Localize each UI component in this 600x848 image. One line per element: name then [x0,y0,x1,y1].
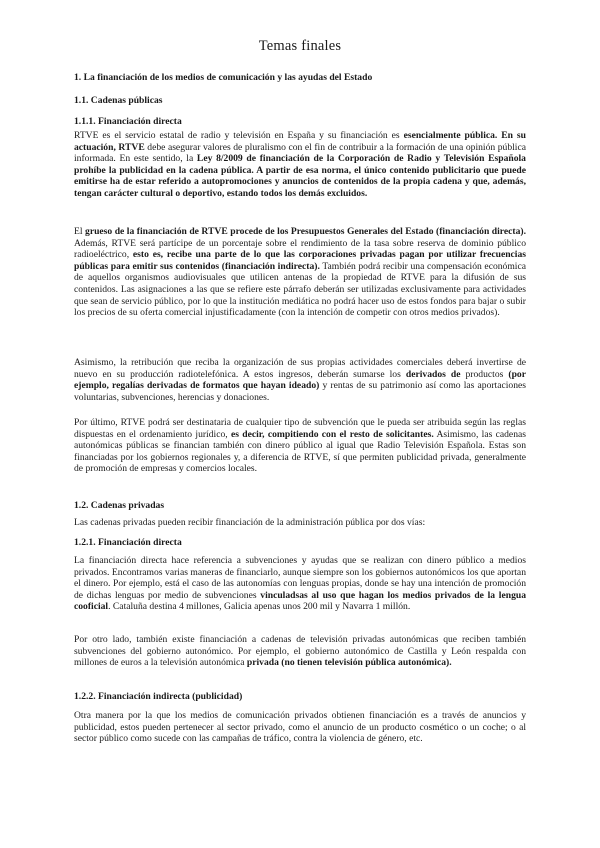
heading-section-1-1: 1.1. Cadenas públicas [74,95,163,106]
paragraph-rtve-intro: RTVE es el servicio estatal de radio y televisión en España y su financiación es esencialmente pública. En su actuación, RTVE debe asegurar valores de pluralismo con el fin de contribuir a la formación de una opinión pública informada. En este sentido, la Ley 8/2009 de financiación de la Corporación de Radio y Televisión Española prohíbe la publicidad en la cadena pública. A partir de esa norma, el único contenido publicitario que puede emitirse ha de estar referido a autopromociones y anuncios de contenidos de la propia cadena y que, además, tengan carácter cultural o deportivo, estando todos los demás excluidos. [74,130,526,199]
paragraph-autonomous-private: Por otro lado, también existe financiación a cadenas de televisión privadas autonómicas que reciben también subvenciones del gobierno autonómico. Por ejemplo, el gobierno autonómico de Castilla y León respalda con millones de euros a la televisión autonómica privada (no tienen televisión pública autonómica). [74,634,526,669]
paragraph-advertising: Otra manera por la que los medios de comunicación privados obtienen financiación es a través de anuncios y publicidad, estos pueden pertenecer al sector privado, como el anuncio de un producto cosmético o un coche; o al sector público como sucede con las campañas de tráfico, contra la violencia de género, etc. [74,710,526,745]
heading-section-1-1-1: 1.1.1. Financiación directa [74,116,182,127]
paragraph-rtve-funding: El grueso de la financiación de RTVE procede de los Presupuestos Generales del Estado (financiación directa). Además, RTVE será partícipe de un porcentaje sobre el rendimiento de la tasa sobre reserva de dominio público radioeléctrico, esto es, recibe una parte de lo que las corporaciones privadas pagan por utilizar frecuencias públicas para emitir sus contenidos (financiación indirecta). También podrá recibir una compensación económica de aquellos organismos audiovisuales que utilicen antenas de la propiedad de RTVE para la difusión de sus contenidos. Las asignaciones a las que se refiere este párrafo deberán ser utilizadas exclusivamente para actividades que sean de servicio público, por lo que la institución mediática no podrá hacer uso de estos fondos para bajar o subir los precios de su oferta comercial injustificadamente (con la intención de competir con otros medios privados). [74,226,526,319]
heading-section-1: 1. La financiación de los medios de comunicación y las ayudas del Estado [74,72,373,83]
paragraph-commercial-activities: Asimismo, la retribución que reciba la organización de sus propias actividades comerciales deberá invertirse de nuevo en su producción radiotelefónica. A estos ingresos, deberán sumarse los derivados de productos (por ejemplo, regalías derivadas de formatos que hayan ideado) y rentas de su patrimonio así como las aportaciones voluntarias, subvenciones, herencias y donaciones. [74,357,526,403]
heading-section-1-2-1: 1.2.1. Financiación directa [74,537,182,548]
paragraph-direct-financing: La financiación directa hace referencia a subvenciones y ayudas que se realizan con dinero público a medios privados. Encontramos varias maneras de financiarlo, aunque siempre son los gobiernos autonómicos los que aportan el dinero. Por ejemplo, está el caso de las autonomías con lenguas propias, donde se hay una intención de promoción de dichas lenguas por medio de subvenciones vinculadsas al uso que hagan los medios privados de la lengua cooficial. Cataluña destina 4 millones, Galicia apenas unos 200 mil y Navarra 1 millón. [74,555,526,613]
heading-section-1-2-2: 1.2.2. Financiación indirecta (publicidad) [74,691,243,702]
page-title: Temas finales [258,38,342,54]
paragraph-subsidies: Por último, RTVE podrá ser destinataria de cualquier tipo de subvención que le pueda ser atribuida según las reglas dispuestas en el ordenamiento jurídico, es decir, compitiendo con el resto de solicitantes. Asimismo, las cadenas autonómicas públicas se financian también con dinero público al igual que Radio Televisión Española. Estas son financiadas por los gobiernos regionales y, a diferencia de RTVE, sí que permiten publicidad privada, generalmente de promoción de empresas y comercios locales. [74,417,526,475]
heading-section-1-2: 1.2. Cadenas privadas [74,500,165,511]
paragraph-private-intro: Las cadenas privadas pueden recibir financiación de la administración pública por dos vías: [74,517,426,528]
